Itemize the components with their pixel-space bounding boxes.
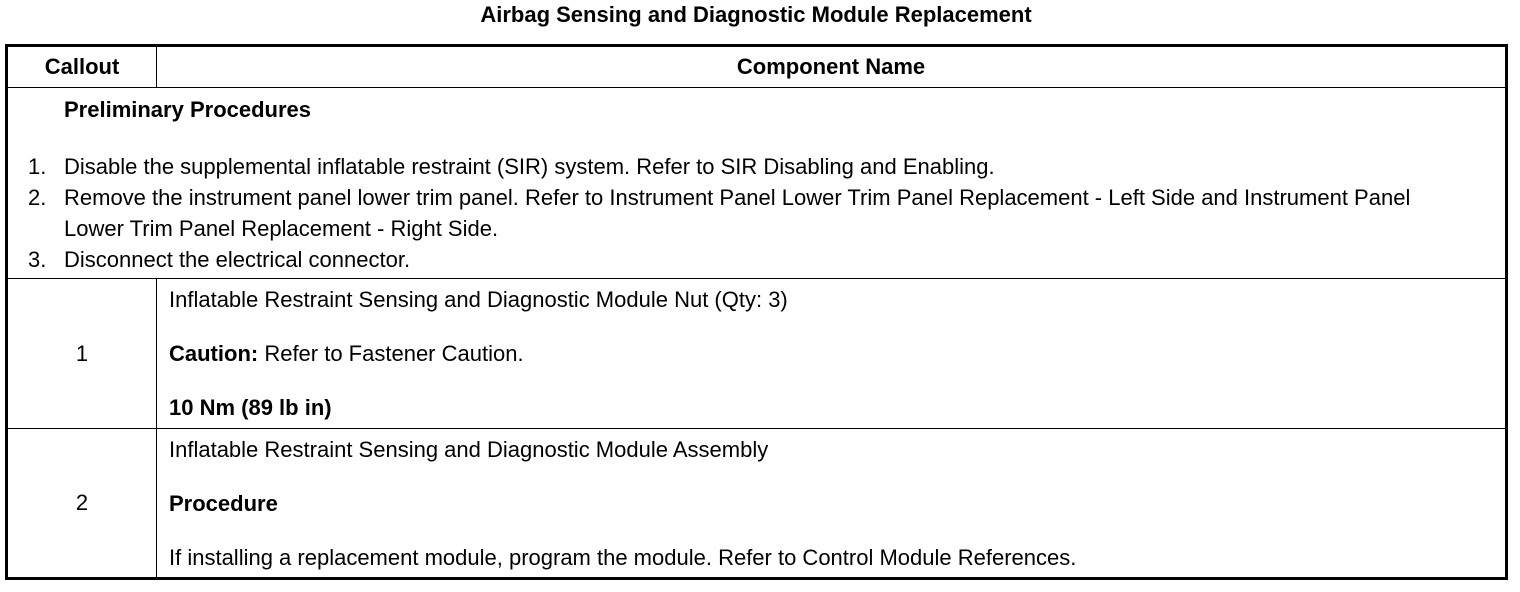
preliminary-procedures-cell — [7, 88, 1507, 279]
step-number: 3. — [28, 247, 47, 272]
caution-text: Refer to Fastener Caution. — [258, 341, 524, 366]
preliminary-heading: Preliminary Procedures — [64, 97, 312, 122]
page-title: Airbag Sensing and Diagnostic Module Replacement — [480, 2, 1032, 27]
component-cell — [157, 279, 1507, 429]
step-text: Disconnect the electrical connector. — [64, 247, 411, 272]
callout-number: 2 — [7, 429, 157, 579]
list-item — [8, 151, 1505, 182]
component-name-header: Component Name — [157, 46, 1507, 88]
component-cell — [157, 429, 1507, 579]
list-item — [8, 244, 1505, 275]
component-name: Inflatable Restraint Sensing and Diagnostic Module Nut (Qty: 3) — [169, 287, 788, 312]
component-name: Inflatable Restraint Sensing and Diagnostic Module Assembly — [169, 437, 769, 462]
step-text: Remove the instrument panel lower trim panel. Refer to Instrument Panel Lower Trim Panel Replacement - Left Side and Instrument Panel Lower Trim Panel Replacement - Right Side. — [64, 185, 1411, 241]
step-text: Disable the supplemental inflatable restraint (SIR) system. Refer to SIR Disabling and Enabling. — [64, 154, 995, 179]
callout-header: Callout — [7, 46, 157, 88]
list-item — [8, 182, 1505, 244]
table-header-row — [7, 46, 1507, 88]
step-number: 1. — [28, 154, 47, 179]
caution-label: Caution: — [169, 341, 259, 366]
procedure-heading: Procedure — [169, 491, 278, 516]
caution-note — [169, 341, 1505, 367]
torque-spec: 10 Nm (89 lb in) — [169, 395, 332, 420]
callout-number: 1 — [7, 279, 157, 429]
procedure-text: If installing a replacement module, program the module. Refer to Control Module References. — [169, 545, 1077, 570]
table-row — [7, 279, 1507, 429]
step-number: 2. — [28, 185, 47, 210]
preliminary-row — [7, 88, 1507, 279]
component-table — [5, 44, 1508, 580]
preliminary-steps-list — [8, 151, 1505, 275]
table-row — [7, 429, 1507, 579]
